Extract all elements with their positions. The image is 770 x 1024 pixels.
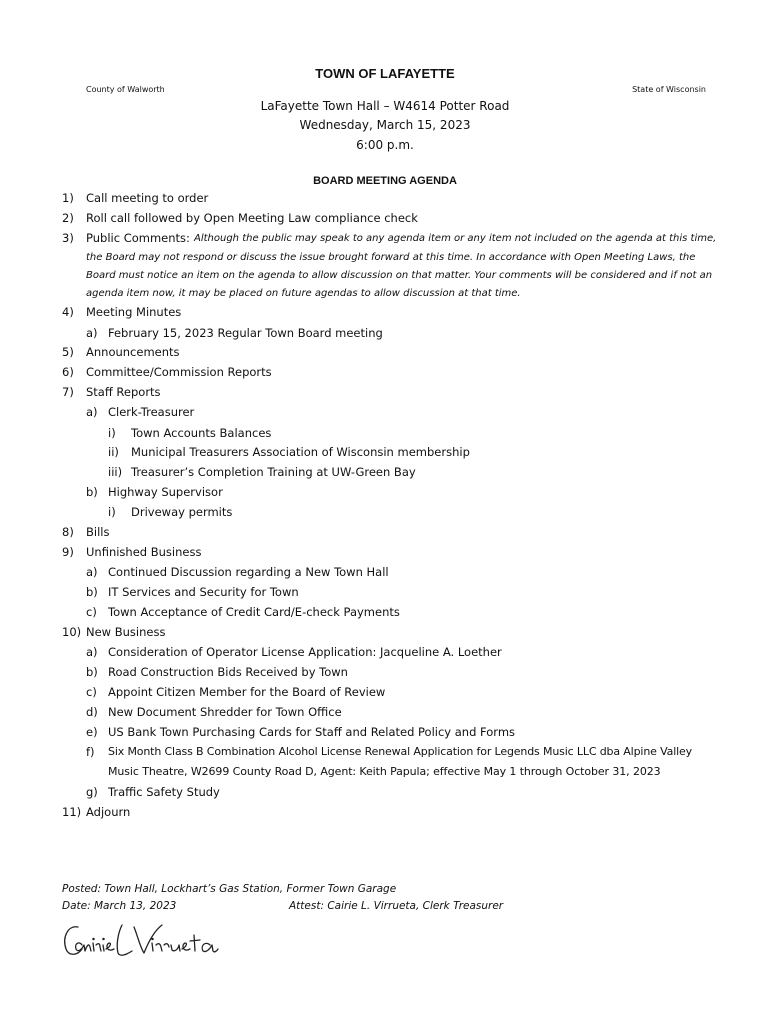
item-text: Bills [86,525,110,539]
item-text: Town Accounts Balances [131,426,272,440]
item-number: i) [108,426,116,440]
item-number: 3) [62,231,74,245]
item-number: c) [86,685,97,699]
item-text: Road Construction Bids Received by Town [108,665,348,679]
item-text: Committee/Commission Reports [86,365,272,379]
item-number: b) [86,665,98,679]
attest-line: Attest: Cairie L. Virrueta, Clerk Treasurer [289,900,504,912]
item-number: 8) [62,525,74,539]
item-number: a) [86,565,98,579]
public-comments-note: agenda item now, it may be placed on future agendas to allow discussion at that time. [86,288,521,299]
item-text: Roll call followed by Open Meeting Law compliance check [86,211,418,225]
item-number: 6) [62,365,74,379]
item-number: a) [86,326,98,340]
item-text: Town Acceptance of Credit Card/E-check Payments [108,605,400,619]
item-number: b) [86,485,98,499]
item-number: 9) [62,545,74,559]
public-comments-note: Although the public may speak to any agenda item or any item not included on the agenda at this time, [194,233,717,244]
item-text: Public Comments: [86,231,190,245]
document-title: TOWN OF LAFAYETTE [315,66,455,81]
item-number: 7) [62,385,74,399]
item-number: e) [86,725,98,739]
posted-date: Date: March 13, 2023 [62,900,177,912]
item-text: Adjourn [86,805,131,819]
item-number: 11) [62,805,82,819]
item-number: i) [108,505,116,519]
item-text: Municipal Treasurers Association of Wisconsin membership [131,445,470,459]
item-text: Call meeting to order [86,191,209,205]
meeting-date: Wednesday, March 15, 2023 [299,118,471,132]
item-text: Continued Discussion regarding a New Town Hall [108,565,389,579]
item-number: 1) [62,191,74,205]
county-label: County of Walworth [86,85,165,94]
item-text: Highway Supervisor [108,485,223,499]
item-number: 5) [62,345,74,359]
item-number: d) [86,705,98,719]
state-label: State of Wisconsin [632,85,706,94]
item-text: IT Services and Security for Town [108,585,299,599]
item-text: Treasurer’s Completion Training at UW-Green Bay [131,465,416,479]
item-number: a) [86,645,98,659]
item-text: Staff Reports [86,385,161,399]
item-number: a) [86,405,98,419]
item-text: Traffic Safety Study [108,785,220,799]
item-number: c) [86,605,97,619]
item-text: Clerk-Treasurer [108,405,195,419]
public-comments-note: the Board may not respond or discuss the issue brought forward at this time. In accordance with Open Meeting Laws, the [86,252,696,263]
item-text: February 15, 2023 Regular Town Board meeting [108,326,383,340]
item-number: 2) [62,211,74,225]
item-text: Unfinished Business [86,545,202,559]
item-text: New Document Shredder for Town Office [108,705,342,719]
item-text: Six Month Class B Combination Alcohol License Renewal Application for Legends Music LLC dba Alpine Valley [108,745,693,758]
item-text: New Business [86,625,166,639]
item-text: Announcements [86,345,180,359]
item-number: f) [86,745,95,759]
item-text: US Bank Town Purchasing Cards for Staff and Related Policy and Forms [108,725,516,739]
public-comments-note: Board must notice an item on the agenda to allow discussion on that matter. Your comments will be considered and if not an [86,270,713,281]
item-number: g) [86,785,98,799]
item-number: iii) [108,465,123,479]
meeting-time: 6:00 p.m. [356,138,414,152]
item-number: 10) [62,625,82,639]
item-number: 4) [62,305,74,319]
item-text: Appoint Citizen Member for the Board of Review [108,685,386,699]
signature-image [60,915,220,965]
item-number: b) [86,585,98,599]
agenda-heading: BOARD MEETING AGENDA [313,175,457,187]
item-text: Consideration of Operator License Application: Jacqueline A. Loether [108,645,502,659]
clerk-signature [60,915,220,969]
item-text: Meeting Minutes [86,305,182,319]
meeting-location: LaFayette Town Hall – W4614 Potter Road [260,99,510,113]
item-text: Driveway permits [131,505,233,519]
posted-locations: Posted: Town Hall, Lockhart’s Gas Station, Former Town Garage [62,883,397,895]
item-number: ii) [108,445,119,459]
item-text-continued: Music Theatre, W2699 County Road D, Agent: Keith Papula; effective May 1 through October 31, 2023 [108,765,661,778]
